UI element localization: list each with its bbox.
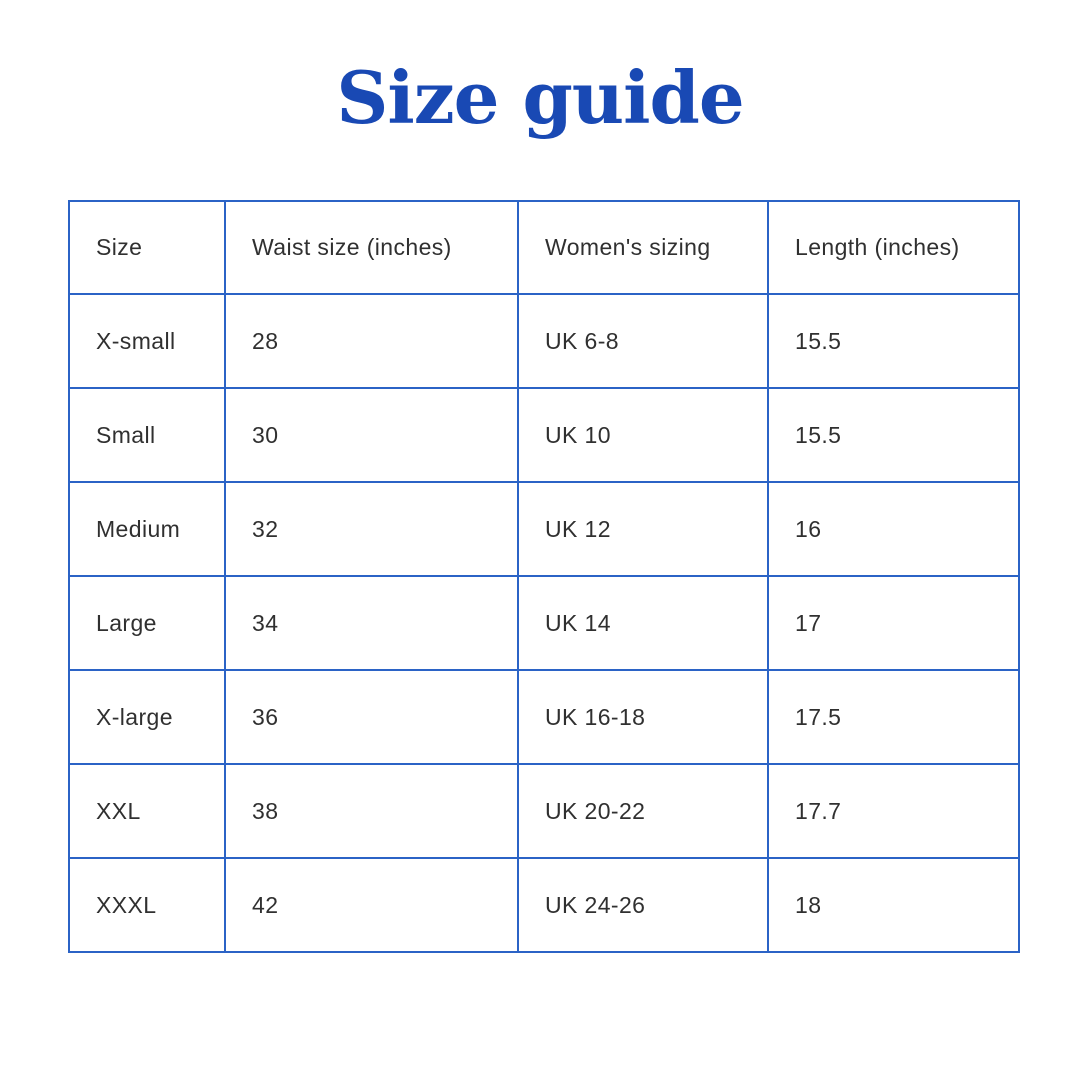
cell-womens: UK 24-26 bbox=[518, 858, 768, 952]
cell-length: 15.5 bbox=[768, 294, 1019, 388]
cell-waist: 34 bbox=[225, 576, 518, 670]
cell-size: X-small bbox=[69, 294, 225, 388]
cell-waist: 42 bbox=[225, 858, 518, 952]
cell-size: Large bbox=[69, 576, 225, 670]
cell-waist: 32 bbox=[225, 482, 518, 576]
cell-waist: 38 bbox=[225, 764, 518, 858]
cell-waist: 28 bbox=[225, 294, 518, 388]
size-guide-table bbox=[68, 200, 1020, 953]
cell-waist: 36 bbox=[225, 670, 518, 764]
cell-size: Small bbox=[69, 388, 225, 482]
cell-length: 17.5 bbox=[768, 670, 1019, 764]
cell-length: 17 bbox=[768, 576, 1019, 670]
cell-size: Medium bbox=[69, 482, 225, 576]
cell-womens: UK 16-18 bbox=[518, 670, 768, 764]
cell-length: 15.5 bbox=[768, 388, 1019, 482]
cell-length: 16 bbox=[768, 482, 1019, 576]
column-header-womens: Women's sizing bbox=[518, 201, 768, 294]
table-row-xxxl bbox=[69, 858, 1019, 952]
column-header-waist: Waist size (inches) bbox=[225, 201, 518, 294]
page-title: Size guide bbox=[336, 55, 744, 140]
cell-size: XXL bbox=[69, 764, 225, 858]
cell-length: 17.7 bbox=[768, 764, 1019, 858]
table-row-xsmall bbox=[69, 294, 1019, 388]
column-header-size: Size bbox=[69, 201, 225, 294]
table-row-small bbox=[69, 388, 1019, 482]
cell-waist: 30 bbox=[225, 388, 518, 482]
column-header-length: Length (inches) bbox=[768, 201, 1019, 294]
cell-womens: UK 12 bbox=[518, 482, 768, 576]
header-row bbox=[69, 201, 1019, 294]
table-row-medium bbox=[69, 482, 1019, 576]
cell-size: XXXL bbox=[69, 858, 225, 952]
table-row-xlarge bbox=[69, 670, 1019, 764]
cell-length: 18 bbox=[768, 858, 1019, 952]
cell-womens: UK 14 bbox=[518, 576, 768, 670]
cell-size: X-large bbox=[69, 670, 225, 764]
cell-womens: UK 20-22 bbox=[518, 764, 768, 858]
cell-womens: UK 10 bbox=[518, 388, 768, 482]
cell-womens: UK 6-8 bbox=[518, 294, 768, 388]
table-row-xxl bbox=[69, 764, 1019, 858]
table-row-large bbox=[69, 576, 1019, 670]
